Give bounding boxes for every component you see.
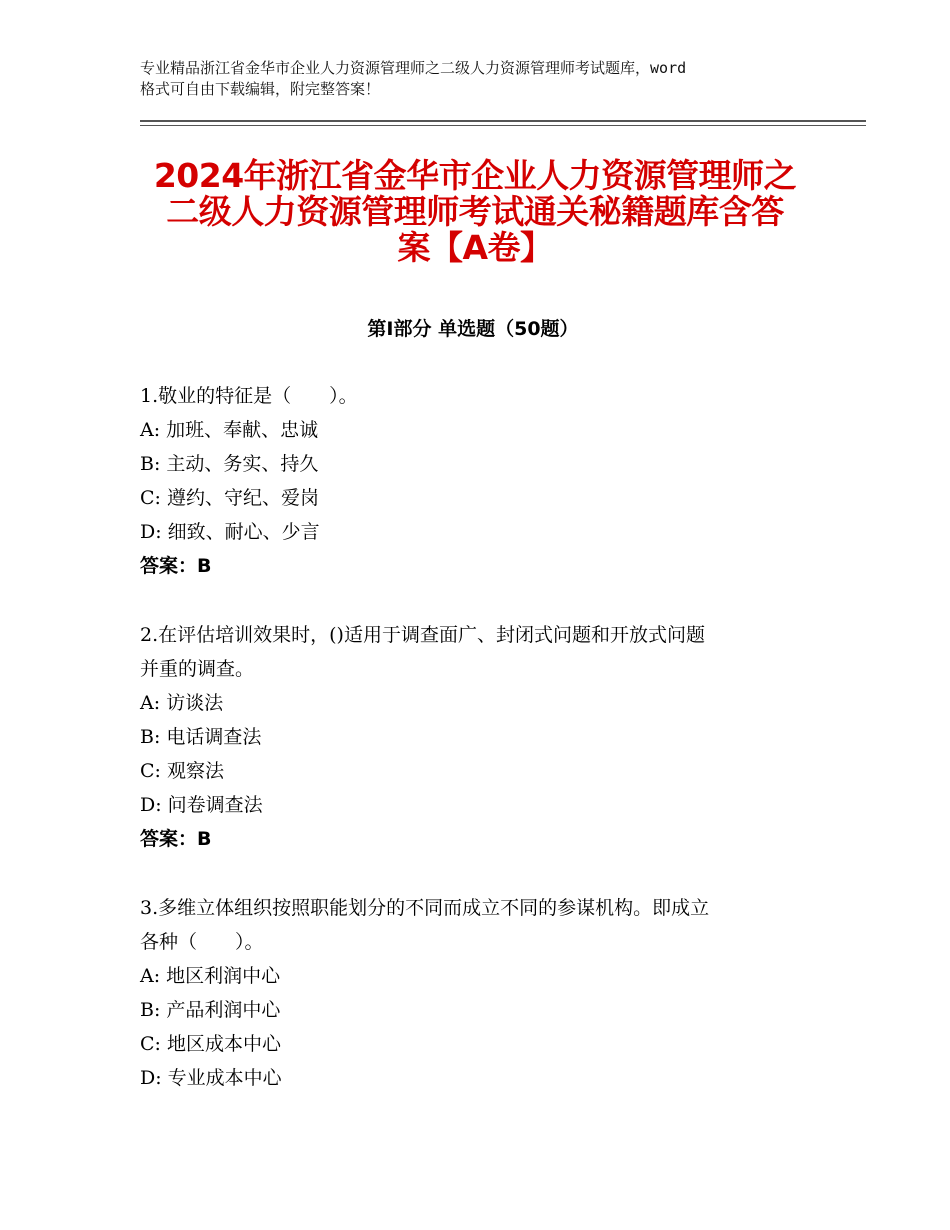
- question-stem-line-2: 各种（ ）。: [140, 931, 264, 953]
- section-title: 第Ⅰ部分 单选题（50题）: [367, 318, 579, 340]
- option-a: A: 访谈法: [140, 692, 224, 714]
- question-stem-line-1: 3.多维立体组织按照职能划分的不同而成立不同的参谋机构。即成立: [140, 897, 710, 919]
- option-d: D: 问卷调查法: [140, 794, 263, 816]
- header-note-line-2: 格式可自由下载编辑，附完整答案！: [140, 80, 381, 98]
- answer: 答案：B: [140, 828, 212, 850]
- question-2: [140, 618, 830, 856]
- question-stem-line-1: 2.在评估培训效果时，()适用于调查面广、封闭式问题和开放式问题: [140, 624, 705, 646]
- document-title-line-1: 2024年浙江省金华市企业人力资源管理师之: [153, 156, 797, 195]
- header-divider-thin: [140, 125, 866, 126]
- option-c: C: 地区成本中心: [140, 1033, 281, 1055]
- question-stem-line-2: 并重的调查。: [140, 658, 255, 680]
- option-c: C: 观察法: [140, 760, 224, 782]
- question-stem: 1.敬业的特征是（ ）。: [140, 385, 358, 407]
- option-a: A: 地区利润中心: [140, 965, 281, 987]
- header-note: [140, 58, 830, 100]
- option-b: B: 产品利润中心: [140, 999, 281, 1021]
- option-d: D: 细致、耐心、少言: [140, 521, 320, 543]
- option-a: A: 加班、奉献、忠诚: [140, 419, 319, 441]
- header-divider-thick: [140, 120, 866, 122]
- document-title-line-3: 案【A卷】: [397, 228, 553, 267]
- option-c: C: 遵约、守纪、爱岗: [140, 487, 319, 509]
- question-1: [140, 379, 830, 583]
- header-note-line-1: 专业精品浙江省金华市企业人力资源管理师之二级人力资源管理师考试题库，word: [140, 59, 687, 77]
- document-title: [130, 158, 820, 266]
- option-b: B: 主动、务实、持久: [140, 453, 319, 475]
- question-3: [140, 891, 830, 1095]
- answer: 答案：B: [140, 555, 212, 577]
- option-b: B: 电话调查法: [140, 726, 262, 748]
- option-d: D: 专业成本中心: [140, 1067, 282, 1089]
- document-title-line-2: 二级人力资源管理师考试通关秘籍题库含答: [166, 192, 784, 231]
